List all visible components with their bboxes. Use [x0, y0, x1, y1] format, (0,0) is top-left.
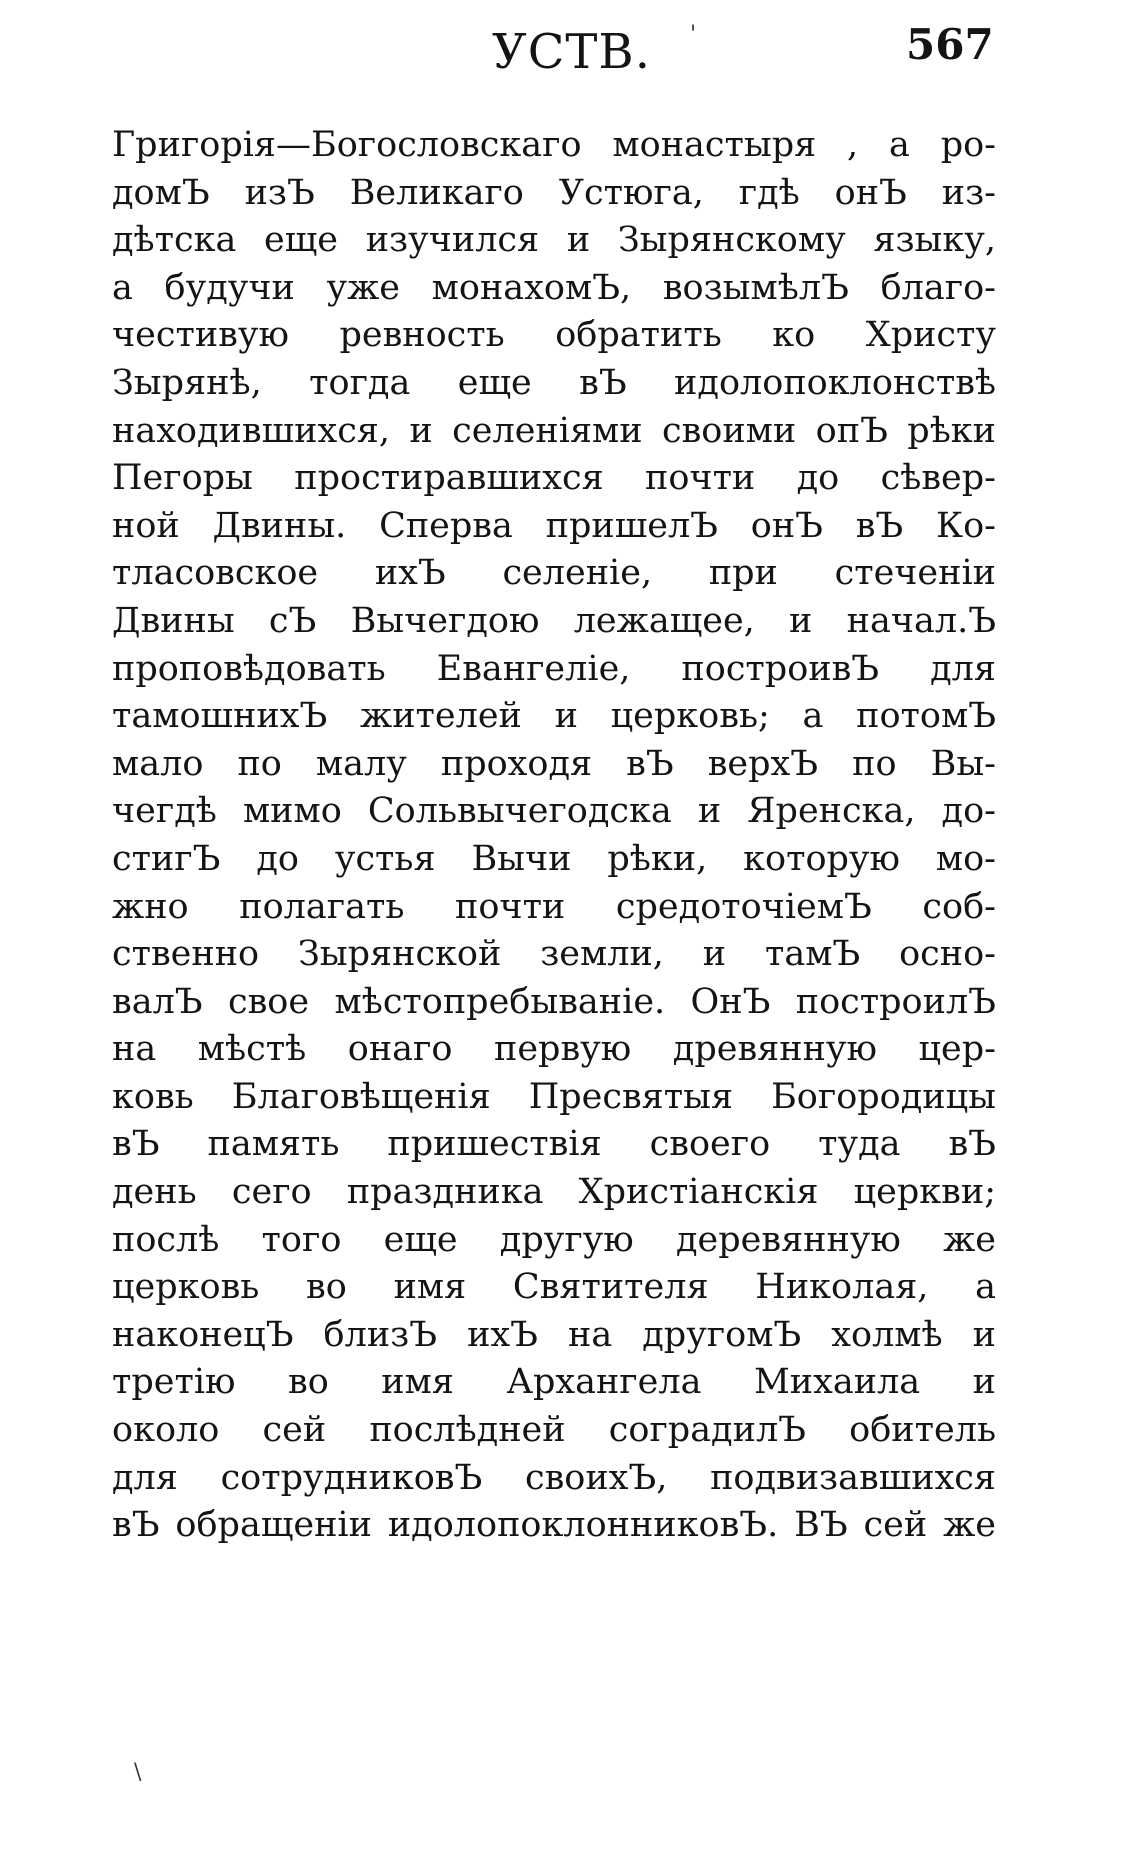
text-line: чегдѣ мимо Сольвычегодска и Яренска, до- [112, 791, 996, 832]
scan-speck: \ [134, 1760, 142, 1785]
text-line: Зырянѣ, тогда еще вЪ идолопоклонствѣ [112, 362, 996, 403]
text-line: день сего праздника Христіанскія церкви; [112, 1172, 996, 1213]
text-line: проповѣдовать Евангеліе, построивЪ для [112, 648, 996, 689]
page-number: 567 [906, 20, 994, 69]
text-line: находившихся, и селеніями своими опЪ рѣки [112, 410, 996, 451]
text-line: честивую ревность обратить ко Христу [112, 315, 996, 356]
text-line: тамошнихЪ жителей и церковь; а потомЪ [112, 696, 996, 737]
text-line: а будучи уже монахомЪ, возымѣлЪ благо- [112, 267, 996, 308]
text-line: вЪ память пришествія своего туда вЪ [112, 1124, 996, 1165]
text-line: дѣтска еще изучился и Зырянскому языку, [112, 220, 996, 261]
text-line: третію во имя Архангела Михаила и [112, 1362, 996, 1403]
text-line: Двины сЪ Вычегдою лежащее, и начал.Ъ [112, 600, 996, 641]
text-line: послѣ того еще другую деревянную же [112, 1219, 996, 1260]
text-line: вЪ обращеніи идолопоклонниковЪ. ВЪ сей же [112, 1505, 996, 1546]
text-line: для сотрудниковЪ своихЪ, подвизавшихся [112, 1457, 996, 1498]
text-line: Пегоры простиравшихся почти до сѣвер- [112, 458, 996, 499]
text-line: домЪ изЪ Великаго Устюга, гдѣ онЪ из- [112, 172, 996, 213]
scan-speck: ' [690, 22, 697, 47]
text-line: Григорія—Богословскаго монастыря , а ро- [112, 125, 996, 165]
text-line: тласовское ихЪ селеніе, при стеченіи [112, 553, 996, 594]
text-line: жно полагать почти средоточіемЪ соб- [112, 886, 996, 927]
text-line: валЪ свое мѣстопребываніе. ОнЪ построилЪ [112, 981, 996, 1022]
running-head-title: УСТВ. [492, 24, 651, 80]
text-line: церковь во имя Святителя Николая, а [112, 1267, 996, 1308]
text-line: наконецЪ близЪ ихЪ на другомЪ холмѣ и [112, 1314, 996, 1355]
text-line: мало по малу проходя вЪ верхЪ по Вы- [112, 743, 996, 784]
text-line: ной Двины. Сперва пришелЪ онЪ вЪ Ко- [112, 505, 996, 546]
text-line: ковь Благовѣщенія Пресвятыя Богородицы [112, 1076, 996, 1117]
text-line: стигЪ до устья Вычи рѣки, которую мо- [112, 838, 996, 879]
text-line: ственно Зырянской земли, и тамЪ осно- [112, 934, 996, 975]
body-text [112, 122, 996, 1550]
text-line: на мѣстѣ онаго первую древянную цер- [112, 1029, 996, 1070]
text-line: около сей послѣдней соградилЪ обитель [112, 1410, 996, 1451]
running-head [0, 18, 1140, 88]
